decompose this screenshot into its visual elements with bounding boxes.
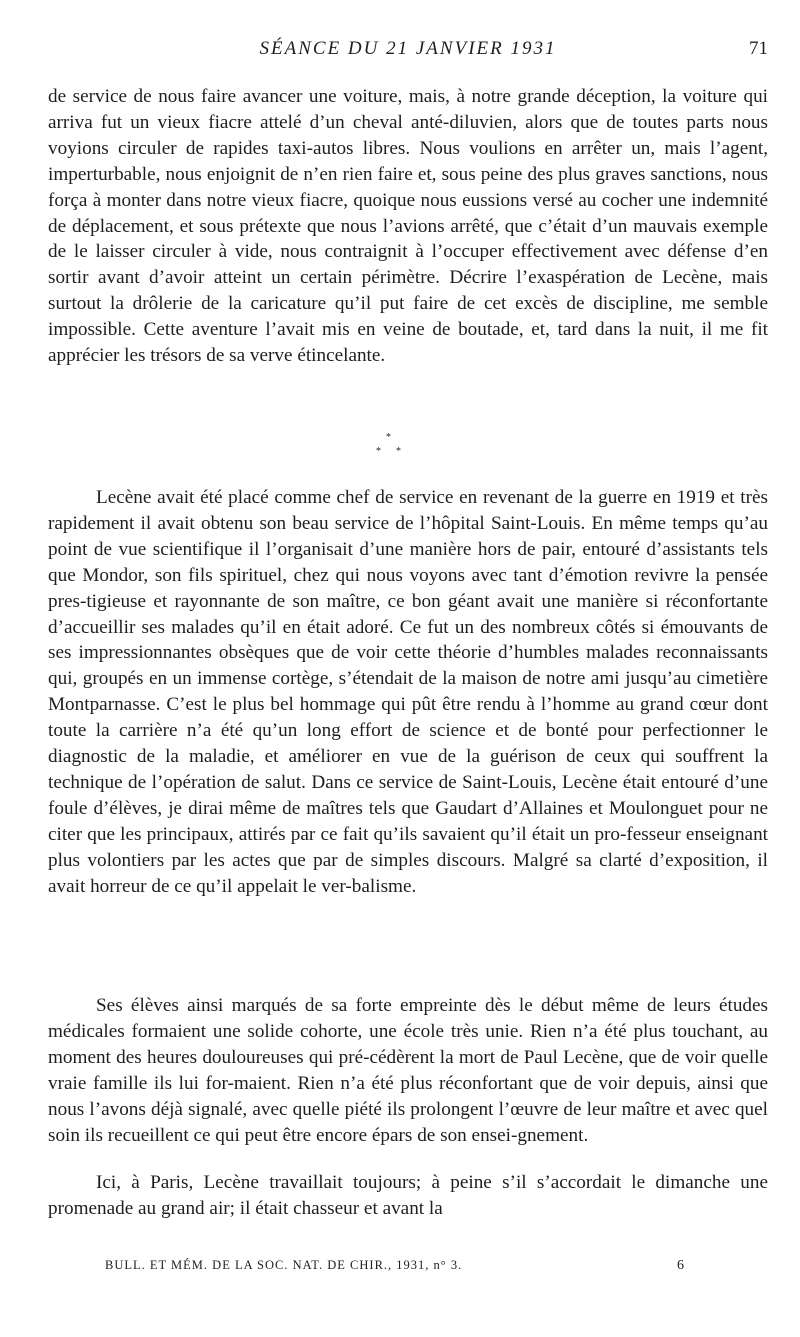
asterism xyxy=(360,432,420,464)
paragraph-4-text: Ici, à Paris, Lecène travaillait toujours; à peine s’il s’accordait le dimanche une promenade au grand air; il était chasseur et avant la xyxy=(48,1172,768,1219)
paragraph-4 xyxy=(48,1170,768,1222)
paragraph-3-text: Ses élèves ainsi marqués de sa forte empreinte dès le début même de leurs études médicales formaient une solide cohorte, une école très unie. Rien n’a été plus touchant, au moment des heures douloureuses qui pré-cédèrent la mort de Paul Lecène, que de voir quelle vraie famille ils lui for-maient. Rien n’a été plus réconfortant que de voir depuis, ainsi que nous l’avons déjà signalé, avec quelle piété ils prolongent l’œuvre de leur maître et avec quel soin ils recueillent ce qui peut être encore épars de son ensei-gnement. xyxy=(48,995,768,1146)
asterism-star-right: * xyxy=(396,446,401,457)
footer-signature-mark: 6 xyxy=(677,1258,685,1273)
running-header xyxy=(48,38,768,64)
asterism-star-left: * xyxy=(376,446,381,457)
page-footer xyxy=(105,1258,685,1278)
paragraph-2-text: Lecène avait été placé comme chef de service en revenant de la guerre en 1919 et très rapidement il avait obtenu son beau service de l’hôpital Saint-Louis. En même temps qu’au point de vue scientifique il l’organisait d’une manière hors de pair, entouré d’assistants tels que Mondor, son fils spirituel, chez qui nous voyons avec tant d’émotion revivre la pensée pres-tigieuse et rayonnante de son maître, ce bon géant avait une manière si réconfortante d’accueillir ses malades qu’il en était adoré. Ce fut un des nombreux côtés si émouvants de ses impressionnantes obsèques que de voir cette théorie d’humbles malades reconnaissants qui, groupés en un immense cortège, s’étendait de la maison de notre ami jusqu’au cimetière Montparnasse. C’est le plus bel hommage qui pût être rendu à l’homme au grand cœur dont toute la carrière n’a été qu’un long effort de science et de bonté pour perfectionner le diagnostic de la maladie, et améliorer en vue de la guérison de ceux qui souffrent la technique de l’opération de salut. Dans ce service de Saint-Louis, Lecène était entouré d’une foule d’élèves, je dirai même de maîtres tels que Gaudart d’Allaines et Moulonguet pour ne citer que les principaux, attirés par ce fait qu’ils savaient qu’il était un pro-fesseur enseignant plus volontiers par les actes que par de simples discours. Malgré sa clarté d’exposition, il avait horreur de ce qu’il appelait le ver-balisme. xyxy=(48,487,768,897)
paragraph-1 xyxy=(48,84,768,369)
paragraph-2 xyxy=(48,485,768,900)
paragraph-1-text: de service de nous faire avancer une voiture, mais, à notre grande déception, la voiture qui arriva fut un vieux fiacre attelé d’un cheval anté-diluvien, alors que de toutes parts nous voyions circuler de rapides taxi-autos libres. Nous voulions en arrêter un, mais l’agent, imperturbable, nous enjoignit de n’en rien faire et, sous peine des plus graves sanctions, nous força à monter dans notre vieux fiacre, quoique nous eussions versé au cocher une indemnité de déplacement, et sous prétexte que nous l’avions arrêté, que c’était d’un mauvais exemple de le laisser circuler à vide, nous contraignit à l’occuper effectivement avec défense d’en sortir avant d’avoir atteint un certain périmètre. Décrire l’exaspération de Lecène, mais surtout la drôlerie de la caricature qu’il put faire de cet excès de discipline, me semble impossible. Cette aventure l’avait mis en veine de boutade, et, tard dans la nuit, il me fit apprécier les trésors de sa verve étincelante. xyxy=(48,86,768,367)
page-number: 71 xyxy=(749,38,768,59)
paragraph-3 xyxy=(48,993,768,1148)
header-title: SÉANCE DU 21 JANVIER 1931 xyxy=(259,38,557,59)
asterism-star-top: * xyxy=(386,432,391,443)
footer-citation: BULL. ET MÉM. DE LA SOC. NAT. DE CHIR., 1931, n° 3. xyxy=(105,1258,463,1272)
